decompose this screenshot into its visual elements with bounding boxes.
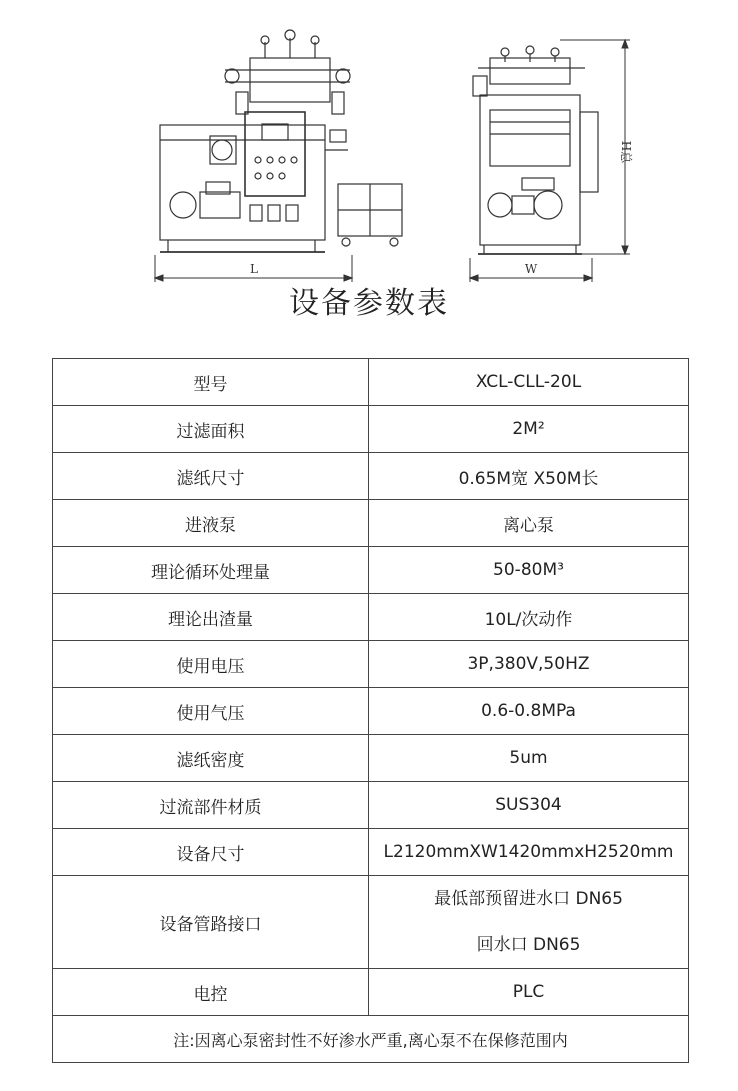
row-label: 进液泵 (53, 500, 369, 547)
warranty-note: 注:因离心泵密封性不好渗水严重,离心泵不在保修范围内 (53, 1016, 689, 1063)
side-dim-width-label: W (524, 262, 538, 276)
row-value: 0.65M宽 X50M长 (369, 453, 689, 500)
pipe-row (53, 876, 689, 969)
row-value: PLC (369, 969, 689, 1016)
table-row (53, 688, 689, 735)
row-label: 设备管路接口 (53, 876, 369, 969)
table-row (53, 500, 689, 547)
pipe-return-value: 回水口 DN65 (476, 935, 581, 955)
row-value: 3P,380V,50HZ (369, 641, 689, 688)
row-value: 0.6-0.8MPa (369, 688, 689, 735)
row-label: 滤纸尺寸 (53, 453, 369, 500)
table-row (53, 641, 689, 688)
row-value: 50-80M³ (369, 547, 689, 594)
table-row (53, 735, 689, 782)
page-title: 设备参数表 (289, 286, 449, 321)
spec-table-body (53, 359, 689, 1063)
control-row (53, 969, 689, 1016)
row-label: 滤纸密度 (53, 735, 369, 782)
table-row (53, 782, 689, 829)
row-label: 使用气压 (53, 688, 369, 735)
row-value: 2M² (369, 406, 689, 453)
side-view-drawing (473, 46, 598, 254)
side-dimension-lines (470, 40, 630, 282)
side-dim-height-label: H总 (619, 140, 633, 164)
front-dim-label: L (250, 262, 258, 276)
row-label: 过滤面积 (53, 406, 369, 453)
note-row (53, 1016, 689, 1063)
row-value: 5um (369, 735, 689, 782)
row-value (369, 876, 689, 969)
row-value: L2120mmXW1420mmxH2520mm (369, 829, 689, 876)
row-label: 过流部件材质 (53, 782, 369, 829)
front-view-drawing (160, 30, 402, 252)
row-value: XCL-CLL-20L (369, 359, 689, 406)
table-row (53, 829, 689, 876)
table-row (53, 594, 689, 641)
equipment-drawings (0, 0, 738, 290)
row-label: 电控 (53, 969, 369, 1016)
row-label: 使用电压 (53, 641, 369, 688)
table-row (53, 547, 689, 594)
row-value: 离心泵 (369, 500, 689, 547)
row-value: SUS304 (369, 782, 689, 829)
row-label: 理论出渣量 (53, 594, 369, 641)
pipe-inlet-value: 最低部预留进水口 DN65 (434, 889, 623, 909)
row-label: 理论循环处理量 (53, 547, 369, 594)
spec-table (52, 358, 689, 1063)
row-label: 型号 (53, 359, 369, 406)
table-row (53, 453, 689, 500)
row-label: 设备尺寸 (53, 829, 369, 876)
row-value: 10L/次动作 (369, 594, 689, 641)
table-row (53, 406, 689, 453)
table-row (53, 359, 689, 406)
